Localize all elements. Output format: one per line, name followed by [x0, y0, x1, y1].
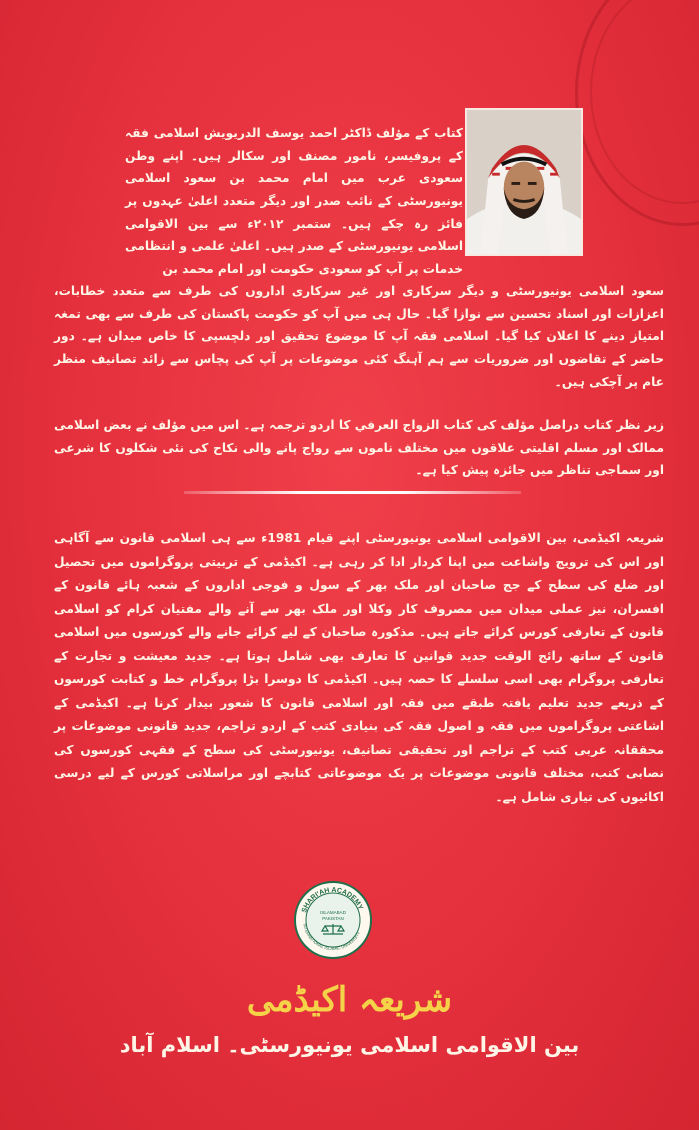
publisher-subtitle: بین الاقوامی اسلامی یونیورسٹی۔ اسلام آباد	[119, 1033, 580, 1057]
academy-seal-logo	[293, 880, 373, 960]
academy-about-paragraph: شریعہ اکیڈمی، بین الاقوامی اسلامی یونیورسٹی اپنے قیام 1981ء سے ہی اسلامی قانون سے آگاہی اور اس کی ترویج واشاعت میں اپنا کردار ادا کر رہی ہے۔ اکیڈمی کے تربیتی پروگراموں میں تحصیل اور ضلع کی سطح کے جج صاحبان اور ملک بھر کے سول و فوجی اداروں کے شعبہ ہائے قانون کے افسران، نیز عملی میدان میں مصروف کار وکلا اور ملک بھر سے آنے والے مفتیان کرام کو اسلامی قانون کے تعارفی کورس کرائے جاتے ہیں۔ مذکورہ صاحبان کے لیے کرائے جانے والے کورسوں میں اسلامی قانون کے ساتھ رائج الوقت جدید قوانین کا تعارف بھی شامل ہوتا ہے۔ جدید معیشت و تجارت کے تعارفی پروگرام بھی اسی سلسلے کا حصہ ہیں۔ اکیڈمی کا دوسرا بڑا پروگرام خط و کتابت کورسوں کے ذریعے جدید تعلیم یافتہ طبقے میں فقہ اور اسلامی قانون کا شعور بیدار کرنا ہے۔ اکیڈمی کے اشاعتی پروگراموں میں فقہ و اصول فقہ کی بنیادی کتب کے اردو تراجم، جدید قانونی موضوعات پر محققانہ عربی کتب کے تراجم اور تحقیقی تصانیف، یونیورسٹی کی سطح کے فقہی کورسوں کی نصابی کتب، مختلف قانونی موضوعات پر یک موضوعاتی کتابچے اور مراسلاتی کورس کے لیے درسی اکائیوں کی تیاری شامل ہے۔	[54, 531, 664, 804]
author-portrait	[465, 108, 583, 256]
author-bio-top: کتاب کے مؤلف ڈاکٹر احمد یوسف الدریویش اسلامی فقہ کے پروفیسر، نامور مصنف اور سکالر ہیں۔ اپنے وطن سعودی عرب میں امام محمد بن سعود اسلامی یونیورسٹی کے نائب صدر اور دیگر متعدد اعلیٰ عہدوں پر فائز رہ چکے ہیں۔ ستمبر ۲۰۱۲ء سے بین الاقوامی اسلامی یونیورسٹی کے صدر ہیں۔ اعلیٰ علمی و انتظامی خدمات پر آپ کو سعودی حکومت اور امام محمد بن	[125, 126, 463, 276]
seal-bottom-text: INTERNATIONAL ISLAMIC UNIVERSITY	[302, 923, 362, 952]
seal-city-text: ISLAMABAD	[320, 910, 346, 915]
author-bio-bottom: سعود اسلامی یونیورسٹی و دیگر سرکاری اور غیر سرکاری اداروں کی طرف سے متعدد خطابات، اعزازات اور اسناد تحسین سے نوازا گیا۔ حال ہی میں آپ کو حکومت پاکستان کی طرف سے بھی تمغہ امتیاز دینے کا اعلان کیا گیا۔ اسلامی فقہ آپ کا موضوع تحقیق اور دلچسپی کا خاص میدان ہے۔ دور حاضر کے تقاضوں اور ضروریات سے ہم آہنگ کئی موضوعات پر آپ کی پچاس سے زائد تصانیف منظر عام پر آچکی ہیں۔	[54, 284, 664, 389]
book-about-paragraph: زیر نظر کتاب دراصل مؤلف کی کتاب الزواج العرفي کا اردو ترجمہ ہے۔ اس میں مؤلف نے بعض اسلامی ممالک اور مسلم اقلیتی علاقوں میں مختلف ناموں سے رواج پانے والی نکاح کی نئی شکلوں کا شرعی اور سماجی تناظر میں جائزہ پیش کیا ہے۔	[54, 418, 664, 478]
seal-country-text: PAKISTAN	[322, 916, 344, 921]
section-divider	[184, 491, 521, 494]
publisher-name: شریعہ اکیڈمی	[246, 980, 453, 1020]
seal-outer-text: SHARI'AH ACADEMY	[301, 886, 364, 914]
